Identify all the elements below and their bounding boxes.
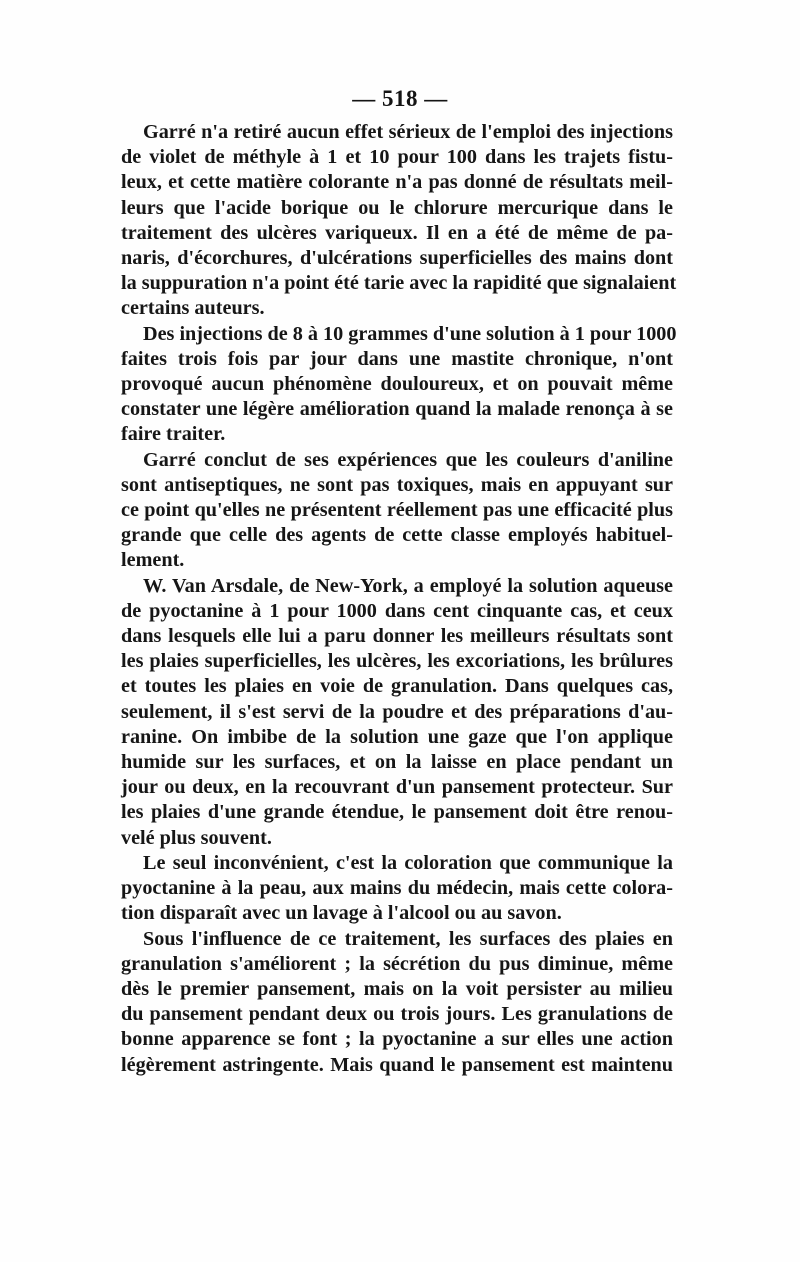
text-line: de pyoctanine à 1 pour 1000 dans cent cinquante cas, et ceux xyxy=(121,599,673,622)
paragraph xyxy=(121,120,677,322)
text-line: dès le premier pansement, mais on la voit persister au milieu xyxy=(121,977,673,1000)
text-line: la suppuration n'a point été tarie avec la rapidité que signalaient xyxy=(121,272,677,295)
text-line: Garré conclut de ses expériences que les couleurs d'aniline xyxy=(143,448,673,471)
text-line: velé plus souvent. xyxy=(121,826,272,849)
text-line: du pansement pendant deux ou trois jours. Les granulations de xyxy=(121,1003,673,1026)
paragraph xyxy=(121,927,673,1078)
text-line: ce point qu'elles ne présentent réellement pas une efficacité plus xyxy=(121,499,673,522)
text-line: les plaies superficielles, les ulcères, les excoriations, les brûlures xyxy=(121,650,673,673)
text-line: et toutes les plaies en voie de granulation. Dans quelques cas, xyxy=(121,675,673,698)
page-number: — 518 — xyxy=(352,86,448,111)
paragraph xyxy=(121,574,673,851)
text-line: les plaies d'une grande étendue, le pansement doit être renou- xyxy=(121,801,673,824)
text-line: sont antiseptiques, ne sont pas toxiques, mais en appuyant sur xyxy=(121,473,673,496)
text-line: constater une légère amélioration quand la malade renonça à se xyxy=(121,398,673,421)
text-line: Le seul inconvénient, c'est la coloration que communique la xyxy=(143,851,673,874)
text-line: humide sur les surfaces, et on la laisse en place pendant un xyxy=(121,751,673,774)
text-line: Des injections de 8 à 10 grammes d'une solution à 1 pour 1000 xyxy=(143,322,677,345)
text-line: leurs que l'acide borique ou le chlorure mercurique dans le xyxy=(121,196,673,219)
text-line: faites trois fois par jour dans une mastite chronique, n'ont xyxy=(121,347,673,370)
text-line: pyoctanine à la peau, aux mains du médecin, mais cette colora- xyxy=(121,877,673,900)
text-line: bonne apparence se font ; la pyoctanine a sur elles une action xyxy=(121,1028,673,1051)
text-line: jour ou deux, en la recouvrant d'un pansement protecteur. Sur xyxy=(121,776,673,799)
text-line: Garré n'a retiré aucun effet sérieux de l'emploi des injections xyxy=(143,121,673,143)
text-line: naris, d'écorchures, d'ulcérations superficielles des mains dont xyxy=(121,247,673,270)
text-line: faire traiter. xyxy=(121,423,226,446)
text-line: seulement, il s'est servi de la poudre et des préparations d'au- xyxy=(121,700,673,723)
text-line: certains auteurs. xyxy=(121,297,265,320)
text-line: tion disparaît avec un lavage à l'alcool ou au savon. xyxy=(121,902,562,925)
text-line: grande que celle des agents de cette classe employés habituel- xyxy=(121,524,673,547)
text-line: de violet de méthyle à 1 et 10 pour 100 dans les trajets fistu- xyxy=(121,146,673,169)
body-text xyxy=(121,120,677,1078)
paragraph xyxy=(121,322,677,448)
text-line: traitement des ulcères variqueux. Il en a été de même de pa- xyxy=(121,221,673,244)
paragraph xyxy=(121,448,673,574)
paragraph xyxy=(121,851,673,927)
text-line: granulation s'améliorent ; la sécrétion du pus diminue, même xyxy=(121,952,673,975)
text-line: ranine. On imbibe de la solution une gaze que l'on applique xyxy=(121,725,673,748)
text-line: W. Van Arsdale, de New-York, a employé la solution aqueuse xyxy=(143,574,673,597)
text-line: dans lesquels elle lui a paru donner les meilleurs résultats sont xyxy=(121,625,673,648)
text-line: légèrement astringente. Mais quand le pansement est maintenu xyxy=(121,1053,673,1076)
text-line: lement. xyxy=(121,549,185,572)
text-line: provoqué aucun phénomène douloureux, et on pouvait même xyxy=(121,373,673,396)
text-line: Sous l'influence de ce traitement, les surfaces des plaies en xyxy=(143,927,673,950)
text-line: leux, et cette matière colorante n'a pas donné de résultats meil- xyxy=(121,171,673,194)
